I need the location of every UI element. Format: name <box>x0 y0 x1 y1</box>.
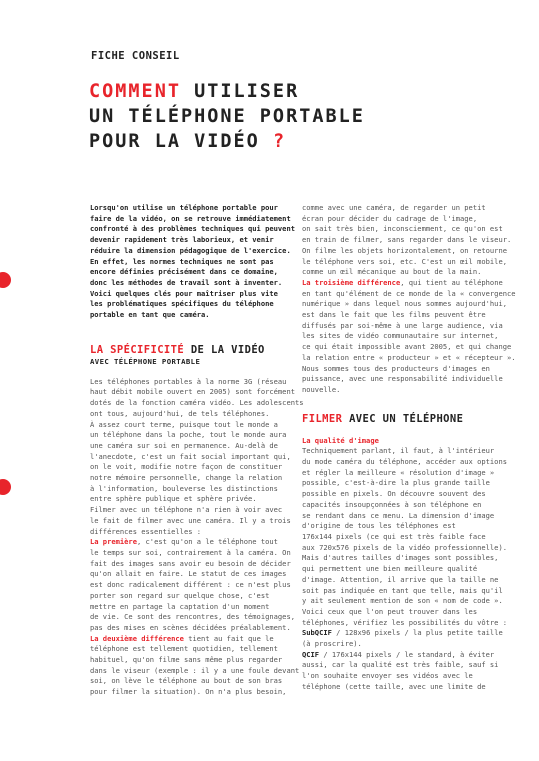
body-line: on sait très bien, inconsciemment, ce qu'on est <box>302 224 503 234</box>
intro-line: portable en tant que caméra. <box>90 310 210 320</box>
body-line: Techniquement parlant, il faut, à l'intérieur <box>302 446 495 456</box>
body-line: pour filmer la situation). On n'a plus besoin, <box>90 687 287 697</box>
body-line: On filme les objets horizontalement, on retourne <box>302 245 507 255</box>
body-line: une caméra sur soi en permanence. Au-delà de <box>90 440 278 450</box>
intro-line: encore définies précisément dans ce domaine, <box>90 267 278 277</box>
title-line1-rest: UTILISER <box>180 81 300 102</box>
section-heading-accent: FILMER <box>302 412 343 425</box>
difference-three-label: La troisième différence <box>302 277 401 287</box>
body-line: dotés de la fonction caméra vidéo. Les adolescents <box>90 398 304 408</box>
body-line: capacités insoupçonnées à son téléphone en <box>302 499 482 509</box>
body-line: soit pas indiquée en tant que telle, mais qu'il <box>302 585 503 595</box>
body-line: possible, c'est-à-dire la plus grande taille <box>302 478 490 488</box>
section-subheading: AVEC TÉLÉPHONE PORTABLE <box>90 356 201 366</box>
body-line: téléphone (cette taille, avec une limite de <box>302 681 486 691</box>
body-line: téléphones, vérifiez les possibilités du vôtre : <box>302 617 507 627</box>
body-line: les sites de vidéo communautaire sur internet, <box>302 331 499 341</box>
body-line: un téléphone dans la poche, tout le monde aura <box>90 430 287 440</box>
kicker-label: FICHE CONSEIL <box>91 50 180 62</box>
body-line: habituel, qu'on filme sans même plus regarder <box>90 655 283 665</box>
body-line: est dans le fait que les films peuvent être <box>302 310 486 320</box>
difference-three-text: , qui tient au téléphone <box>400 277 503 287</box>
body-line: nouvelle. <box>302 384 341 394</box>
intro-line: Lorsqu'on utilise un téléphone portable pour <box>90 203 278 212</box>
body-line: y ait seulement mention de son « nom de code ». <box>302 596 503 606</box>
binder-hole-bottom <box>0 479 11 495</box>
intro-line: faire de la vidéo, on se retrouve immédiatement <box>90 213 291 223</box>
body-line: pas des mises en scènes décidées préalablement. <box>90 622 291 632</box>
title-question-mark: ? <box>272 131 287 152</box>
body-line: diffusés par soi-même à une large audience, via <box>302 320 503 330</box>
body-line: soi, on lève le téléphone au bout de son bras <box>90 676 283 686</box>
right-column-body <box>302 203 516 396</box>
intro-line: les problématiques spécifiques du téléphone <box>90 299 274 309</box>
body-line: se rendant dans ce menu. La dimension d'image <box>302 510 495 520</box>
section-heading-rest: DE LA VIDÉO <box>184 343 265 356</box>
body-line: puissance, avec une responsabilité individuelle <box>302 374 503 384</box>
intro-line: devenir rapidement très laborieux, et venir <box>90 235 274 245</box>
right-column <box>302 203 516 693</box>
intro-line: donc les méthodes de travail sont à inventer. <box>90 277 283 287</box>
format-code: QCIF <box>302 649 320 659</box>
format-line-qcif <box>302 650 497 661</box>
body-line: d'origine de tous les téléphones est <box>302 521 456 531</box>
intro-paragraph <box>90 203 295 321</box>
body-line: l'anecdote, c'est un fait social important qui, <box>90 451 291 461</box>
body-line: ce qui était impossible avant 2005, et qui change <box>302 342 512 352</box>
body-line: est donc radicalement différent : ce n'est plus <box>90 580 291 590</box>
body-line: et régler la meilleure « résolution d'image » <box>302 467 495 477</box>
body-line: aux 720x576 pixels de la vidéo professionnelle). <box>302 542 507 552</box>
intro-line: En effet, les normes techniques ne sont pas <box>90 256 274 266</box>
body-line: dans le viseur (exemple : il y a une foule devant <box>90 665 300 675</box>
section1-body <box>90 376 304 698</box>
body-line: mettre en partage la captation d'un moment <box>90 601 270 611</box>
body-line: d'image. Attention, il arrive que la taille ne <box>302 574 499 584</box>
body-line: le temps sur soi, contrairement à la caméra. On <box>90 547 291 557</box>
title-line3: POUR LA VIDÉO <box>89 131 273 152</box>
body-line: à l'information, bouleverse les distinctions <box>90 483 278 493</box>
intro-line: confronté à des problèmes techniques qui peuvent <box>90 224 295 234</box>
section2-body <box>302 435 507 693</box>
body-line: (à proscrire). <box>302 639 362 649</box>
left-column <box>90 203 304 698</box>
body-line: comme un œil mécanique au bout de la main. <box>302 267 482 277</box>
body-line: haut débit mobile ouvert en 2005) sont forcément <box>90 387 295 397</box>
body-line: en tant qu'élément de ce monde de la « convergence <box>302 288 516 298</box>
body-line: entre sphère publique et sphère privée. <box>90 494 257 504</box>
body-line: qui permettent une bien meilleure qualité <box>302 564 478 574</box>
title-accent: COMMENT <box>89 81 181 102</box>
quality-label-text: La qualité d'image <box>302 435 379 445</box>
section-heading-rest: AVEC UN TÉLÉPHONE <box>342 412 464 425</box>
body-line: du mode caméra du téléphone, accéder aux options <box>302 457 507 467</box>
body-line: on le voit, modifie notre façon de constituer <box>90 462 283 472</box>
section-heading-filmer <box>302 413 497 426</box>
section-heading-accent: LA SPÉCIFICITÉ <box>90 343 185 356</box>
difference-two-text: tient au fait que le <box>183 633 274 643</box>
intro-line: réduire la dimension pédagogique de l'exercice. <box>90 245 291 255</box>
difference-one-text: , c'est qu'on a le téléphone tout <box>136 537 278 547</box>
body-line: Les téléphones portables à la norme 3G (réseau <box>90 376 287 386</box>
format-line-subqcif <box>302 628 503 639</box>
body-line: la relation entre « producteur » et « récepteur ». <box>302 352 516 362</box>
body-line: de vie. Ce sont des rencontres, des témoignages, <box>90 612 295 622</box>
body-line: différences essentielles : <box>90 526 202 536</box>
body-line: en train de filmer, sans regarder dans le viseur. <box>302 235 512 245</box>
body-line: Mais d'autres tailles d'images sont possibles, <box>302 553 499 563</box>
body-line: À assez court terme, puisque tout le monde a <box>90 419 278 429</box>
body-line: 176x144 pixels (ce qui est très faible face <box>302 531 486 541</box>
format-code: SubQCIF <box>302 628 332 638</box>
body-line <box>90 537 285 548</box>
body-line: le téléphone vers soi, etc. C'est un œil mobile, <box>302 256 507 266</box>
body-line: qu'on allait en faire. Le statut de ces images <box>90 569 287 579</box>
difference-one-label: La première <box>90 537 137 547</box>
format-description: / 128x96 pixels / la plus petite taille <box>331 628 503 638</box>
body-line: fait des images sans avoir eu besoin de décider <box>90 558 291 568</box>
body-line: le fait de filmer avec une caméra. Il y a trois <box>90 515 291 525</box>
body-line: aussi, car la qualité est très faible, sauf si <box>302 660 499 670</box>
body-line: Voici ceux que l'on peut trouver dans les <box>302 606 478 616</box>
body-line: ont tous, aujourd'hui, de tels téléphones. <box>90 408 270 418</box>
title-line2: UN TÉLÉPHONE PORTABLE <box>89 106 365 127</box>
quality-label <box>302 436 497 447</box>
body-line <box>302 277 503 289</box>
body-line: possible en pixels. On découvre souvent des <box>302 489 486 499</box>
format-description: / 176x144 pixels / le standard, à éviter <box>319 649 495 659</box>
difference-two-label: La deuxième différence <box>90 633 184 643</box>
body-line: l'on souhaite envoyer ses vidéos avec le <box>302 671 473 681</box>
section-heading-specificite <box>90 344 285 367</box>
intro-line: Voici quelques clés pour maîtriser plus vite <box>90 288 278 298</box>
binder-hole-top <box>0 272 11 288</box>
body-line: Filmer avec un téléphone n'a rien à voir avec <box>90 505 283 515</box>
body-line: Nous sommes tous des producteurs d'images en <box>302 363 490 373</box>
body-line: porter son regard sur quelque chose, c'est <box>90 590 270 600</box>
body-line: notre mémoire personnelle, change la relation <box>90 473 283 483</box>
body-line <box>90 634 285 645</box>
body-line: téléphone est tellement quotidien, tellement <box>90 644 278 654</box>
page-title <box>89 79 365 154</box>
body-line: numérique » dans lequel nous sommes aujourd'hui, <box>302 299 507 309</box>
body-line: écran pour décider du cadrage de l'image, <box>302 213 478 223</box>
body-line: comme avec une caméra, de regarder un petit <box>302 203 486 212</box>
